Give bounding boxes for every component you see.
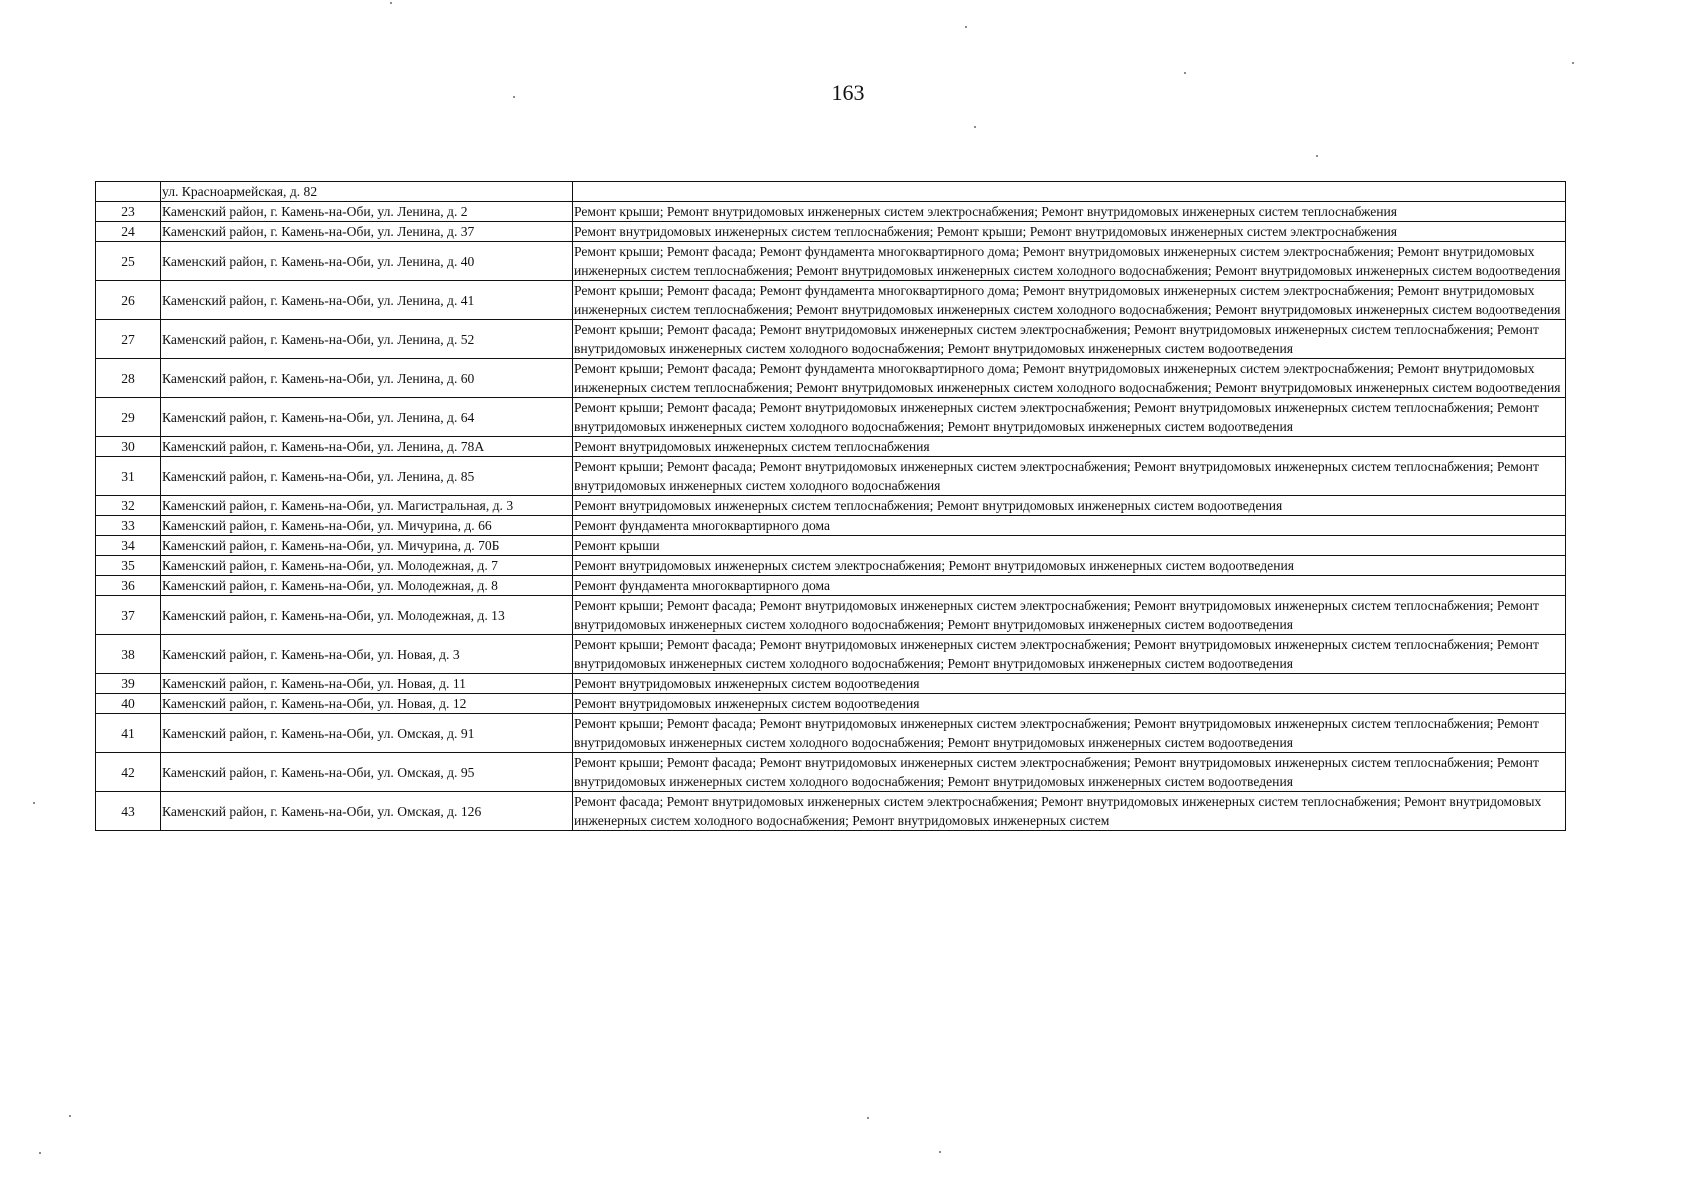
row-number-cell: 27 [96, 320, 161, 359]
works-cell: Ремонт фундамента многоквартирного дома [573, 576, 1566, 596]
table-body [96, 182, 1566, 831]
table-row [96, 576, 1566, 596]
address-cell: Каменский район, г. Камень-на-Оби, ул. Молодежная, д. 7 [161, 556, 573, 576]
works-cell: Ремонт крыши; Ремонт фасада; Ремонт внутридомовых инженерных систем электроснабжения; Ремонт внутридомовых инженерных систем теплоснабжения; Ремонт внутридомовых инженерных систем холодного водоснабжения; Ремонт внутридомовых инженерных систем водоотведения [573, 635, 1566, 674]
works-cell: Ремонт крыши; Ремонт внутридомовых инженерных систем электроснабжения; Ремонт внутридомовых инженерных систем теплоснабжения [573, 202, 1566, 222]
scan-speck [39, 1152, 41, 1154]
address-cell: Каменский район, г. Камень-на-Оби, ул. Молодежная, д. 8 [161, 576, 573, 596]
scan-speck [965, 26, 967, 28]
table-row [96, 359, 1566, 398]
address-cell: Каменский район, г. Камень-на-Оби, ул. Омская, д. 126 [161, 792, 573, 831]
row-number-cell: 24 [96, 222, 161, 242]
address-cell: ул. Красноармейская, д. 82 [161, 182, 573, 202]
scan-speck [33, 802, 35, 804]
row-number-cell [96, 182, 161, 202]
address-cell: Каменский район, г. Камень-на-Оби, ул. Омская, д. 95 [161, 753, 573, 792]
scan-speck [867, 1117, 869, 1119]
page-number: 163 [831, 80, 865, 105]
row-number-cell: 37 [96, 596, 161, 635]
works-cell: Ремонт фасада; Ремонт внутридомовых инженерных систем электроснабжения; Ремонт внутридомовых инженерных систем теплоснабжения; Ремонт внутридомовых инженерных систем холодного водоснабжения; Ремонт внутридомовых инженерных систем [573, 792, 1566, 831]
table-row [96, 635, 1566, 674]
row-number-cell: 31 [96, 457, 161, 496]
works-cell: Ремонт крыши; Ремонт фасада; Ремонт внутридомовых инженерных систем электроснабжения; Ремонт внутридомовых инженерных систем теплоснабжения; Ремонт внутридомовых инженерных систем холодного водоснабжения; Ремонт внутридомовых инженерных систем водоотведения [573, 714, 1566, 753]
address-cell: Каменский район, г. Камень-на-Оби, ул. Ленина, д. 85 [161, 457, 573, 496]
table-row [96, 202, 1566, 222]
row-number-cell: 25 [96, 242, 161, 281]
works-cell: Ремонт крыши; Ремонт фасада; Ремонт внутридомовых инженерных систем электроснабжения; Ремонт внутридомовых инженерных систем теплоснабжения; Ремонт внутридомовых инженерных систем холодного водоснабжения; Ремонт внутридомовых инженерных систем водоотведения [573, 320, 1566, 359]
scan-speck [390, 2, 392, 4]
table-row [96, 516, 1566, 536]
row-number-cell: 35 [96, 556, 161, 576]
works-cell: Ремонт внутридомовых инженерных систем теплоснабжения; Ремонт крыши; Ремонт внутридомовых инженерных систем электроснабжения [573, 222, 1566, 242]
row-number-cell: 36 [96, 576, 161, 596]
table-row [96, 556, 1566, 576]
row-number-cell: 30 [96, 437, 161, 457]
table-row [96, 596, 1566, 635]
table-row [96, 242, 1566, 281]
row-number-cell: 40 [96, 694, 161, 714]
works-cell: Ремонт крыши; Ремонт фасада; Ремонт внутридомовых инженерных систем электроснабжения; Ремонт внутридомовых инженерных систем теплоснабжения; Ремонт внутридомовых инженерных систем холодного водоснабжения; Ремонт внутридомовых инженерных систем водоотведения [573, 753, 1566, 792]
row-number-cell: 34 [96, 536, 161, 556]
works-cell: Ремонт крыши; Ремонт фасада; Ремонт фундамента многоквартирного дома; Ремонт внутридомовых инженерных систем электроснабжения; Ремонт внутридомовых инженерных систем теплоснабжения; Ремонт внутридомовых инженерных систем холодного водоснабжения; Ремонт внутридомовых инженерных систем водоотведения [573, 359, 1566, 398]
address-cell: Каменский район, г. Камень-на-Оби, ул. Молодежная, д. 13 [161, 596, 573, 635]
works-cell: Ремонт крыши; Ремонт фасада; Ремонт внутридомовых инженерных систем электроснабжения; Ремонт внутридомовых инженерных систем теплоснабжения; Ремонт внутридомовых инженерных систем холодного водоснабжения; Ремонт внутридомовых инженерных систем водоотведения [573, 596, 1566, 635]
works-cell: Ремонт внутридомовых инженерных систем электроснабжения; Ремонт внутридомовых инженерных систем водоотведения [573, 556, 1566, 576]
scan-speck [1184, 72, 1186, 74]
address-cell: Каменский район, г. Камень-на-Оби, ул. Ленина, д. 40 [161, 242, 573, 281]
works-cell: Ремонт внутридомовых инженерных систем теплоснабжения [573, 437, 1566, 457]
works-cell: Ремонт внутридомовых инженерных систем водоотведения [573, 674, 1566, 694]
row-number-cell: 39 [96, 674, 161, 694]
works-cell: Ремонт крыши; Ремонт фасада; Ремонт внутридомовых инженерных систем электроснабжения; Ремонт внутридомовых инженерных систем теплоснабжения; Ремонт внутридомовых инженерных систем холодного водоснабжения [573, 457, 1566, 496]
row-number-cell: 43 [96, 792, 161, 831]
address-cell: Каменский район, г. Камень-на-Оби, ул. Новая, д. 12 [161, 694, 573, 714]
row-number-cell: 23 [96, 202, 161, 222]
table-row [96, 182, 1566, 202]
works-cell: Ремонт фундамента многоквартирного дома [573, 516, 1566, 536]
address-cell: Каменский район, г. Камень-на-Оби, ул. Новая, д. 3 [161, 635, 573, 674]
table-row [96, 753, 1566, 792]
works-cell: Ремонт крыши [573, 536, 1566, 556]
address-cell: Каменский район, г. Камень-на-Оби, ул. Ленина, д. 78А [161, 437, 573, 457]
scan-speck [1572, 62, 1574, 64]
table-row [96, 398, 1566, 437]
row-number-cell: 29 [96, 398, 161, 437]
table-row [96, 674, 1566, 694]
address-cell: Каменский район, г. Камень-на-Оби, ул. Ленина, д. 2 [161, 202, 573, 222]
address-cell: Каменский район, г. Камень-на-Оби, ул. Новая, д. 11 [161, 674, 573, 694]
works-cell: Ремонт крыши; Ремонт фасада; Ремонт фундамента многоквартирного дома; Ремонт внутридомовых инженерных систем электроснабжения; Ремонт внутридомовых инженерных систем теплоснабжения; Ремонт внутридомовых инженерных систем холодного водоснабжения; Ремонт внутридомовых инженерных систем водоотведения [573, 281, 1566, 320]
works-cell: Ремонт внутридомовых инженерных систем теплоснабжения; Ремонт внутридомовых инженерных систем водоотведения [573, 496, 1566, 516]
table-row [96, 536, 1566, 556]
repair-works-table [95, 181, 1566, 831]
address-cell: Каменский район, г. Камень-на-Оби, ул. Ленина, д. 64 [161, 398, 573, 437]
row-number-cell: 41 [96, 714, 161, 753]
row-number-cell: 33 [96, 516, 161, 536]
address-cell: Каменский район, г. Камень-на-Оби, ул. Ленина, д. 60 [161, 359, 573, 398]
address-cell: Каменский район, г. Камень-на-Оби, ул. Магистральная, д. 3 [161, 496, 573, 516]
table-row [96, 437, 1566, 457]
row-number-cell: 38 [96, 635, 161, 674]
row-number-cell: 32 [96, 496, 161, 516]
table-row [96, 496, 1566, 516]
works-cell [573, 182, 1566, 202]
table-row [96, 281, 1566, 320]
row-number-cell: 28 [96, 359, 161, 398]
scan-speck [69, 1115, 71, 1117]
table-row [96, 792, 1566, 831]
scan-speck [1316, 155, 1318, 157]
works-cell: Ремонт крыши; Ремонт фасада; Ремонт внутридомовых инженерных систем электроснабжения; Ремонт внутридомовых инженерных систем теплоснабжения; Ремонт внутридомовых инженерных систем холодного водоснабжения; Ремонт внутридомовых инженерных систем водоотведения [573, 398, 1566, 437]
table-row [96, 694, 1566, 714]
scan-speck [974, 126, 976, 128]
scan-speck [513, 96, 515, 98]
works-cell: Ремонт внутридомовых инженерных систем водоотведения [573, 694, 1566, 714]
address-cell: Каменский район, г. Камень-на-Оби, ул. Ленина, д. 37 [161, 222, 573, 242]
address-cell: Каменский район, г. Камень-на-Оби, ул. Ленина, д. 52 [161, 320, 573, 359]
address-cell: Каменский район, г. Камень-на-Оби, ул. Ленина, д. 41 [161, 281, 573, 320]
row-number-cell: 26 [96, 281, 161, 320]
table-row [96, 320, 1566, 359]
table-row [96, 714, 1566, 753]
address-cell: Каменский район, г. Камень-на-Оби, ул. Мичурина, д. 70Б [161, 536, 573, 556]
works-cell: Ремонт крыши; Ремонт фасада; Ремонт фундамента многоквартирного дома; Ремонт внутридомовых инженерных систем электроснабжения; Ремонт внутридомовых инженерных систем теплоснабжения; Ремонт внутридомовых инженерных систем холодного водоснабжения; Ремонт внутридомовых инженерных систем водоотведения [573, 242, 1566, 281]
table-row [96, 457, 1566, 496]
address-cell: Каменский район, г. Камень-на-Оби, ул. Омская, д. 91 [161, 714, 573, 753]
scan-speck [939, 1151, 941, 1153]
address-cell: Каменский район, г. Камень-на-Оби, ул. Мичурина, д. 66 [161, 516, 573, 536]
table-row [96, 222, 1566, 242]
row-number-cell: 42 [96, 753, 161, 792]
